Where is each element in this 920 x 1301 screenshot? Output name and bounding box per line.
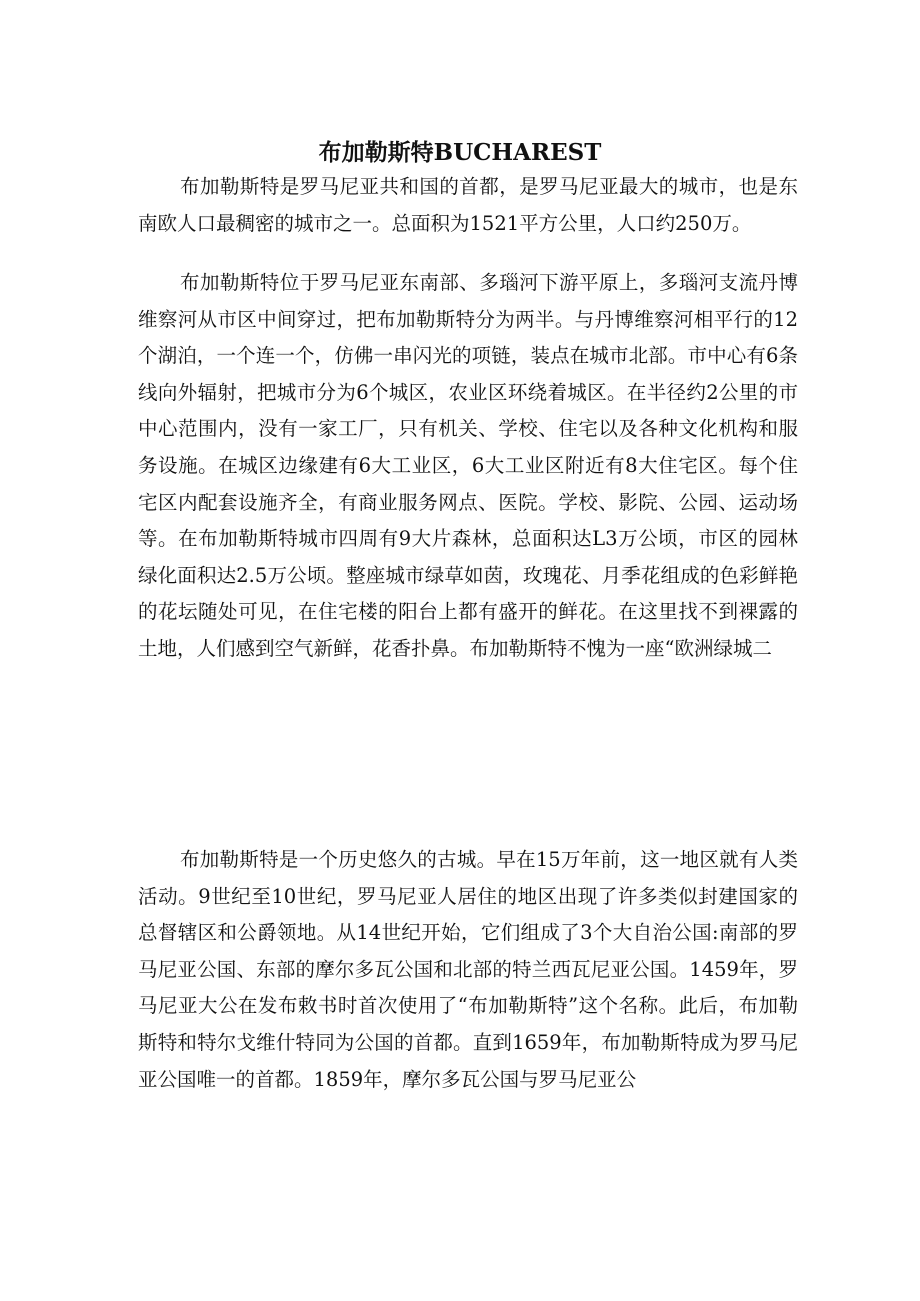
paragraph-geography: 布加勒斯特位于罗马尼亚东南部、多瑙河下游平原上，多瑙河支流丹博维察河从市区中间穿过，把布加勒斯特分为两半。与丹博维察河相平行的12个湖泊，一个连一个，仿佛一串闪光的项链，装点在城市北部。市中心有6条线向外辐射，把城市分为6个城区，农业区环绕着城区。在半径约2公里的市中心范围内，没有一家工厂，只有机关、学校、住宅以及各种文化机构和服务设施。在城区边缘建有6大工业区，6大工业区附近有8大住宅区。每个住宅区内配套设施齐全，有商业服务网点、医院。学校、影院、公园、运动场等。在布加勒斯特城市四周有9大片森林，总面积达L3万公顷，市区的园林绿化面积达2.5万公顷。整座城市绿草如茵，玫瑰花、月季花组成的色彩鲜艳的花坛随处可见，在住宅楼的阳台上都有盛开的鲜花。在这里找不到裸露的土地，人们感到空气新鲜，花香扑鼻。布加勒斯特不愧为一座“欧洲绿城二 bbox=[138, 271, 798, 660]
document-title: 布加勒斯特BUCHAREST bbox=[318, 139, 602, 167]
paragraph-history: 布加勒斯特是一个历史悠久的古城。早在15万年前，这一地区就有人类活动。9世纪至10世纪，罗马尼亚人居住的地区出现了许多类似封建国家的总督辖区和公爵领地。从14世纪开始，它们组成了3个大自治公国:南部的罗马尼亚公国、东部的摩尔多瓦公国和北部的特兰西瓦尼亚公国。1459年，罗马尼亚大公在发布敕书时首次使用了“布加勒斯特”这个名称。此后，布加勒斯特和特尔戈维什特同为公国的首都。直到1659年，布加勒斯特成为罗马尼亚公国唯一的首都。1859年，摩尔多瓦公国与罗马尼亚公 bbox=[138, 848, 798, 1091]
paragraph-overview: 布加勒斯特是罗马尼亚共和国的首都，是罗马尼亚最大的城市，也是东南欧人口最稠密的城市之一。总面积为1521平方公里，人口约250万。 bbox=[138, 175, 798, 235]
